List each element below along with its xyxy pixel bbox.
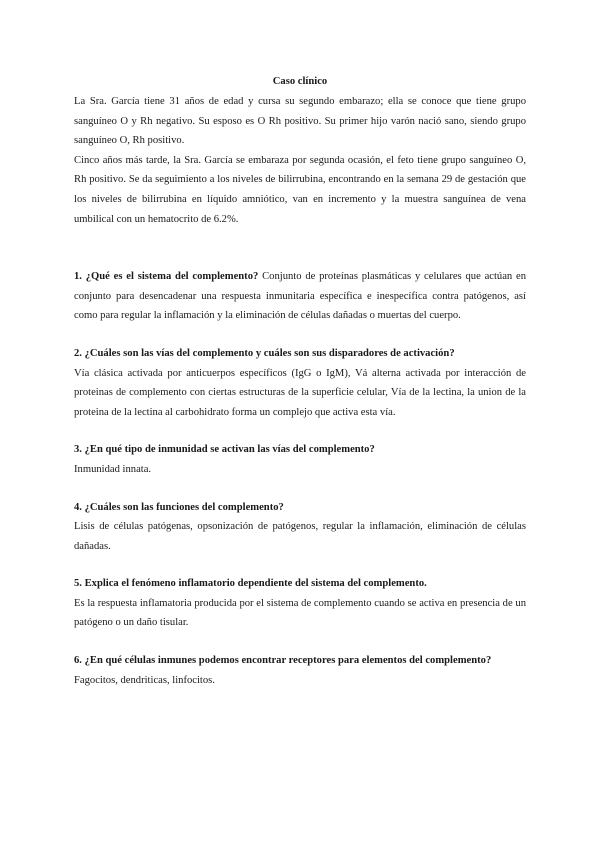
question-3: 3. ¿En qué tipo de inmunidad se activan las vías del complemento?	[74, 444, 375, 456]
answer-2: Vía clásica activada por anticuerpos específicos (IgG o IgM), Vá alterna activada por interacción de proteinas de complemento con ciertas estructuras de la superficie celular, Vía de la lectina, la union de la proteina de la lectina al carbohidrato forma un complejo que activa esta vía.	[74, 367, 526, 418]
case-title: Caso clínico	[272, 76, 328, 87]
question-5: 5. Explica el fenómeno inflamatorio dependiente del sistema del complemento.	[74, 578, 427, 590]
answer-3: Inmunidad innata.	[74, 463, 152, 475]
question-block-6	[74, 651, 526, 690]
question-2: 2. ¿Cuáles son las vías del complemento y cuáles son sus disparadores de activación?	[74, 347, 455, 359]
question-block-3	[74, 440, 526, 479]
answer-1: Conjunto de proteínas plasmáticas y celulares que actúan en conjunto para desencadenar una respuesta inmunitaria específica e inespecífica contra patógenos, así como para regular la inflamación y la eliminación de células dañadas o muertas del cuerpo.	[74, 271, 527, 322]
question-4: 4. ¿Cuáles son las funciones del complemento?	[74, 501, 284, 513]
question-block-2	[74, 344, 526, 422]
document-page	[74, 72, 526, 690]
question-1: 1. ¿Qué es el sistema del complemento?	[74, 271, 259, 283]
question-block-5	[74, 574, 526, 633]
question-6: 6. ¿En qué células inmunes podemos encontrar receptores para elementos del complemento?	[74, 655, 492, 667]
answer-6: Fagocitos, dendriticas, linfocitos.	[74, 674, 215, 686]
case-paragraph-2: Cinco años más tarde, la Sra. García se embaraza por segunda ocasión, el feto tiene grupo sanguíneo O, Rh positivo. Se da seguimiento a los niveles de bilirrubina, encontrando en la semana 29 de gestación que los niveles de bilirrubina en líquido amniótico, van en incremento y la muestra sanguínea de vena umbilical con un hematocrito de 6.2%.	[74, 154, 526, 225]
answer-4: Lisis de células patógenas, opsonización de patógenos, regular la inflamación, eliminación de células dañadas.	[74, 521, 526, 552]
answer-5: Es la respuesta inflamatoria producida por el sistema de complemento cuando se activa en presencia de un patógeno o un daño tisular.	[74, 597, 526, 629]
case-paragraph-1: La Sra. García tiene 31 años de edad y cursa su segundo embarazo; ella se conoce que tiene grupo sanguíneo O y Rh negativo. Su esposo es O Rh positivo. Su primer hijo varón nació sano, siendo grupo sanguíneo O, Rh positivo.	[74, 96, 526, 147]
question-block-1	[74, 267, 526, 326]
question-block-4	[74, 498, 526, 557]
